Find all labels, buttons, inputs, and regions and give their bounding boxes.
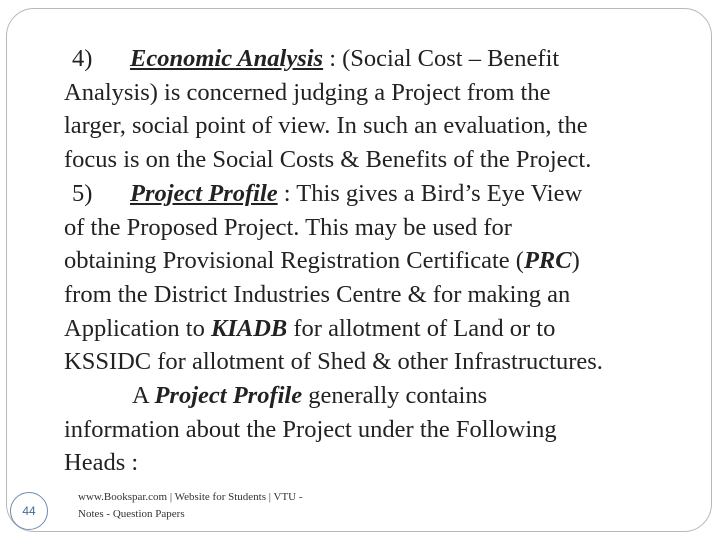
- slide-body: [64, 42, 704, 480]
- item-5-line-6: KSSIDC for allotment of Shed & other Infrastructures.: [64, 348, 603, 376]
- item-5-term: Project Profile: [130, 179, 278, 207]
- prc-abbreviation: PRC: [523, 247, 572, 275]
- item-4-line-1: [64, 42, 704, 76]
- item-5-line-2: of the Proposed Project. This may be used for: [64, 213, 512, 241]
- item-5-line-1-text: : This gives a Bird’s Eye View: [277, 179, 583, 207]
- page-number-badge: 44: [10, 492, 48, 530]
- footer-line-2: Notes - Question Papers: [78, 508, 185, 520]
- footer-line-1: www.Bookspar.com | Website for Students | VTU -: [78, 491, 303, 503]
- footer: [78, 489, 378, 523]
- item-5-line-5-post: for allotment of Land or to: [287, 314, 556, 342]
- item-4-number: 4): [72, 45, 93, 72]
- item-5-line-5-pre: Application to: [64, 314, 211, 342]
- para-term: Project Profile: [154, 382, 303, 410]
- para-line-3: Heads :: [64, 449, 139, 477]
- item-4-term: Economic Analysis: [130, 45, 324, 72]
- para-line-1-post: generally contains: [302, 382, 488, 410]
- item-4-line-1-text: : (Social Cost – Benefit: [323, 45, 560, 72]
- item-4-line-3: larger, social point of view. In such an evaluation, the: [64, 112, 588, 140]
- item-5-line-4: from the District Industries Centre & for making an: [64, 280, 571, 308]
- para-line-1-pre: A: [132, 382, 155, 410]
- item-5-line-3-pre: obtaining Provisional Registration Certificate (: [64, 247, 524, 275]
- item-5-line-3: [64, 244, 704, 278]
- para-line-1: [64, 379, 704, 413]
- item-4-line-4: focus is on the Social Costs & Benefits of the Project.: [64, 146, 592, 174]
- para-line-2: information about the Project under the Following: [64, 415, 557, 443]
- item-5-line-5: [64, 312, 704, 346]
- item-5-number: 5): [72, 179, 93, 207]
- item-5-line-1: [64, 177, 704, 211]
- kiadb-abbreviation: KIADB: [210, 314, 288, 342]
- item-4-line-2: Analysis) is concerned judging a Project from the: [64, 78, 551, 106]
- item-5-line-3-post: ): [571, 247, 580, 275]
